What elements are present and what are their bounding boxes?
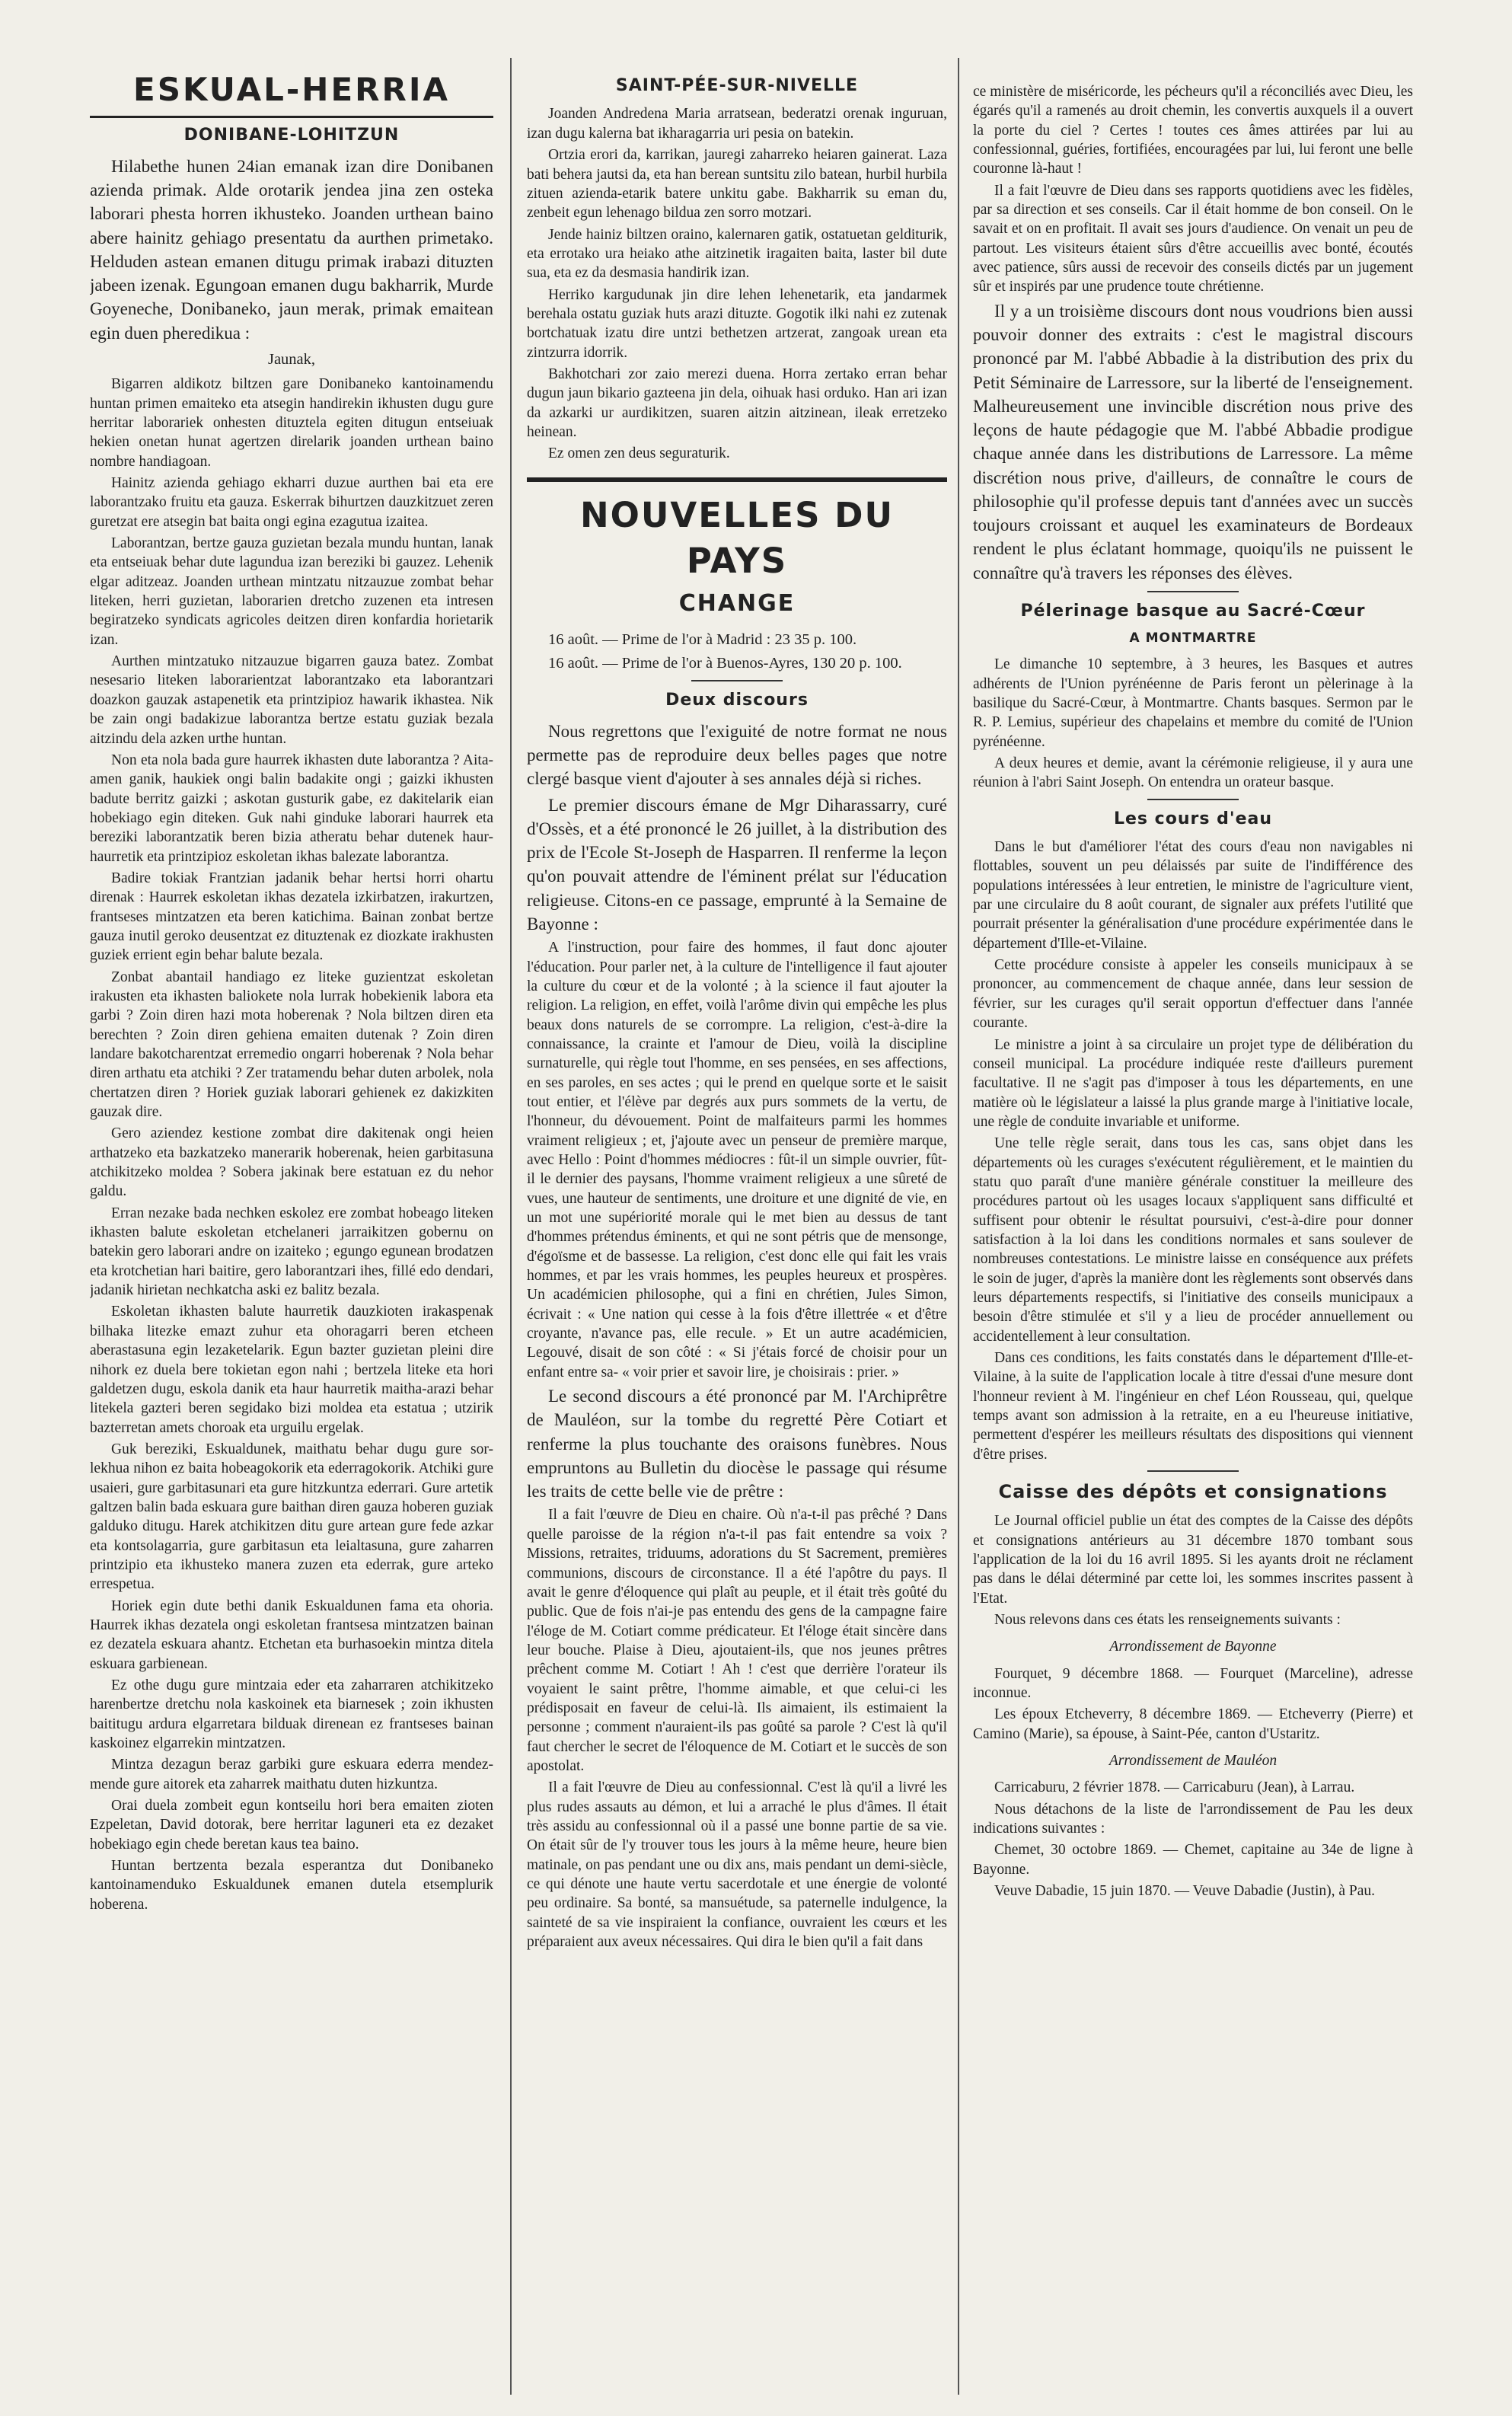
paragraph: Ez othe dugu gure mintzaia eder eta zaharraren atchikitzeko harenbertze dretchu nola kaskoinek eta biarnesek ; zoin ikhusten baititugu ardura elgarretara bilduak direnean ez frantseses bainan kaskoinez elgarrekin mintzatzen. [90,1677,493,1752]
arrondissement-heading: Arrondissement de Bayonne [1109,1639,1277,1655]
entry: Fourquet, 9 décembre 1868. — Fourquet (Marceline), adresse inconnue. [973,1665,1413,1701]
paragraph: Une telle règle serait, dans tous les cas, sans objet dans les départements où les curages s'exécutent régulièrement, et le maintien du statu quo paraît d'une manière générale constituer la meilleure des procédures partout où les usages locaux s'appliquent sans difficulté et suffisent pour obtenir le résultat poursuivi, c'est-à-dire pour donner satisfaction à la loi dans les conditions normales et sans soulever de nombreuses contestations. Le ministre laisse en conséquence aux préfets le soin de juger, d'après la manière dont les règlements sont observés dans leurs départements respectifs, si l'initiative des conseils municipaux a besoin d'être stimulée et s'il y a lieu de procéder annuellement ou accidentellement à leur consultation. [973,1135,1413,1345]
short-divider [1147,799,1239,800]
short-divider [1147,1470,1239,1472]
section-heading: DONIBANE-LOHITZUN [183,126,400,145]
column-articles [973,82,1413,2386]
cours-body [973,838,1413,1464]
section-heading: SAINT-PÉE-SUR-NIVELLE [615,76,859,95]
section-divider [527,477,947,482]
article-subtitle: A MONTMARTRE [1129,630,1257,646]
paragraph: Erran nezake bada nechken eskolez ere zombat hobeago liteken ikhasten balute eskoletan etchelaneri jarraikitzen gobernu on batekin gero laborari andre on izaiteko ; egungo egunean brodatzen eta krotchetian hari baitire, gero laborantzari ihes, fillé edo dendari, jadanik hirietan nechkatcha aski ez balitz bezala. [90,1205,493,1299]
paragraph: Gero aziendez kestione zombat dire dakitenak ongi heien arthatzeko eta bazkatzeko manerarik hoberenak, heien garbitasuna atchikitzeko moldea ? Sobera jakinak bere estatuan ez du nehor galdu. [90,1125,493,1200]
saint-pee-body [527,104,947,463]
article-title: Pélerinage basque au Sacré-Cœur [1020,601,1366,621]
paragraph: Badire tokiak Frantzian jadanik behar hertsi horri ohartu direnak : Haurrek eskoletan ikhas dezatela izkirbatzen, irakurtzen, frantseses mintzatzen eta beren katichima. Bainan zonbat bertze gauza inutil geroko deusentzat ez dituztenak ez diozkate irakhusten guziek errient egin behar balute bezala. [90,870,493,964]
entry: Chemet, 30 octobre 1869. — Chemet, capitaine au 34e de ligne à Bayonne. [973,1842,1413,1878]
article-title: Caisse des dépôts et consignations [998,1481,1388,1503]
paragraph: ce ministère de miséricorde, les pécheurs qu'il a réconciliés avec Dieu, les égarés qu'il a ramenés au droit chemin, les convertis auxquels il a ouvert la porte du ciel ? Certes ! toutes ces âmes attirées par lui au confessionnal, guéries, fortifiées, encouragées par lui, lui feront une belle couronne là-haut ! [973,84,1413,177]
short-divider [1147,591,1239,592]
paragraph: Joanden Andredena Maria arratsean, bederatzi orenak inguruan, izan dugu kalerna bat ikharagarria uri pesia on batekin. [527,106,947,142]
paragraph: Nous regrettons que l'exiguité de notre format ne nous permette pas de reproduire deux belles pages que notre clergé basque vient d'ajouter à ses annales déjà si riches. [527,721,947,789]
paragraph: Huntan bertzenta bezala esperantza dut Donibaneko kantoinamenduko Eskualdunek emanen dutela etsemplurik hoberena. [90,1858,493,1913]
paragraph: Orai duela zombeit egun kontseilu hori bera emaiten zioten Ezpeletan, David dotorak, bere herritar laguneri eta ez dezaket hobekiago egin chede beretan kaus tea baino. [90,1798,493,1853]
continued-quote [973,82,1413,297]
paragraph: Dans ces conditions, les faits constatés dans le département d'Ille-et-Vilaine, à la suite de l'application locale à titre d'essai d'une mesure dont l'honneur revient à M. l'ingénieur en chef Léon Rousseau, qui, quelque temps avant son admission à la retraite, en a eu l'heureuse initiative, permettent d'espérer les meilleurs résultats des dispositions qui viennent d'être prises. [973,1350,1413,1463]
column-eskual-herria [90,69,493,2386]
entry: Nous détachons de la liste de l'arrondissement de Pau les deux indications suivantes : [973,1801,1413,1837]
masthead-title: ESKUAL-HERRIA [133,71,450,108]
paragraph: Zonbat abantail handiago ez liteke guzientzat eskoletan irakusten eta ikhasten baliokete nola lurrak hobekienik labora eta garbi ? Zoin diren hazi mota hoberenak ? Nola biltzen diren eta berechten ? Zoin diren gehiena emaiten dutenak ? Zoin diren landare bakotcharentzat erremedio ongarri hoberenak ? Nola behar diren arthatu eta atchiki ? Zer tratamendu behar duten arbolek, nola chertatzen diren ? Horiek guziak laborari gehienek ez dakizkiten gauzak dire. [90,969,493,1121]
column-nouvelles [527,69,947,2386]
quoted-passage: Il a fait l'œuvre de Dieu en chaire. Où n'a-t-il pas prêché ? Dans quelle paroisse de la région n'a-t-il pas fait entendre sa voix ? Missions, retraites, triduums, adorations du St Sacrement, premières communions, discours de circonstance. Il a été l'apôtre du pays. Il avait le genre d'éloquence qui plaît au peuple, et il était très goûté du public. Que de fois n'ai-je pas entendu des gens de la campagne faire l'éloge de M. Cotiart comme prédicateur. Et l'éloge était sincère dans leur bouche. Plaise à Dieu, ajoutaient-ils, que nos jeunes prêtres prêchent comme M. Cotiart ! Ah ! c'est que derrière l'orateur ils voyaient le saint prêtre, l'homme aimable, et que celui-ci les prédisposait en faveur de celui-là. Ils aimaient, ils estimaient la personne ; comment n'auraient-ils pas goûté sa parole ? C'est là qu'il faut chercher le secret de l'éloquence de M. Cotiart et le succès de son apostolat. [527,1507,947,1774]
paragraph: Non eta nola bada gure haurrek ikhasten dute laborantza ? Aita-amen ganik, haukiek ongi balin badakite ongi ; gaizki ikhusten badute berritz gaizki ; askotan gusturik gabe, ez dakitelarik eian hobekiago egin diteken. Guk nahi ginduke laborari haurrek eta bereziki laborantzatik beren bizia atheratu behar dutenek haur-haurretik eta printzipioz eskoletan ikhas balezate laborantza. [90,752,493,865]
paragraph: Laborantzan, bertze gauza guzietan bezala mundu huntan, lanak eta entseiuak behar dute lagundua izan bereziki bi gauzez. Lehenik elgar aditzeaz. Joanden urthean mintzatu nitzauzue zombat behar liteken, herri guzietan, laborarien dretcho zuzenen eta intresen begiratzeko syndicats agricoles deitzen diren konfardia horietarik izan. [90,535,493,648]
masthead-rule [90,116,493,118]
paragraph: Le premier discours émane de Mgr Diharassarry, curé d'Ossès, et a été prononcé le 26 juillet, à la distribution des prix de l'Ecole St-Joseph de Hasparren. Il renferme la leçon qu'on pouvait attendre de l'éminent prélat sur l'éducation religieuse. Citons-en ce passage, emprunté à la Semaine de Bayonne : [527,795,947,934]
paragraph: Herriko kargudunak jin dire lehen lehenetarik, eta jandarmek berehala ostatu guziak huts arazi dituzte. Gogotik ilki nahi ez zutenak bortchatuak izatu dire untzi bethetzen artzerat, zangoak urean eta zintzurra idorrik. [527,286,947,361]
quoted-passage: A l'instruction, pour faire des hommes, il faut donc ajouter l'éducation. Pour parler net, à la culture de l'intelligence il faut ajouter la culture du cœur et de la volonté ; à la science il faut ajouter la religion. La religion, en effet, voilà l'arôme divin qui empêche les plus beaux dons naturels de se corrompre. La religion, c'est-à-dire la connaissance, la crainte et l'amour de Dieu, voilà la discipline surnaturelle, qui règle tout l'homme, en ses pensées, en ses affections, en ses paroles, en ses actes ; qui le prend en quelque sorte et le saisit tout entier, et l'élève par degrés aux purs sommets de la vertu, de l'honneur, du dévouement. Point de malfaiteurs parmi les hommes vraiment religieux ; et, j'ajoute avec un penseur de première marque, avec Hello : Point d'hommes médiocres : fût-il un simple ouvrier, fût-il le dernier des paysans, l'homme vraiment religieux a une sûreté de vues, une hauteur de sentiments, une droiture et une dignité de vie, en un mot une supériorité morale qui le met bien au dessus de tant d'hommes prétendus éminents, et qui ne sont pétris que de mensonge, d'égoïsme et de bassesse. La religion, c'est donc elle qui fait les vrais hommes, et par les vrais hommes, les peuples heureux et prospères. Un académicien philosophe, qui a fini en chrétien, Jules Simon, écrivait : « Une nation qui cesse à la fois d'être illettrée « et d'être croyante, n'avance pas, elle recule. » Et un autre académicien, Legouvé, disait de son côté : « Si j'étais forcé de choisir pour un enfant entre sa- « voir prier et savoir lire, je choisirais : prier. » [527,940,947,1380]
paragraph: Eskoletan ikhasten balute haurretik dauzkioten irakaspenak bilhaka litezke emazt zuhur eta ohoragarri beren etcheen aberastasuna egin lezaketelarik. Egun bazter guzietan pleini dire nihork ez duela bere tokietan egon nahi ; bertzela liteke eta hori galdetzen dugu, eskola danik eta haur haurretik maitha-arazi behar litekela gazteri beren segidako bizi moldea eta estatua ; utzirik bazterretan amets choroak eta urguilu ergelak. [90,1304,493,1436]
paragraph: Ez omen zen deus seguraturik. [548,445,730,462]
paragraph: Le dimanche 10 septembre, à 3 heures, les Basques et autres adhérents de l'Union pyrénéenne de Paris feront un pèlerinage à la basilique du Sacré-Cœur, à Montmartre. Chants basques. Sermon par le R. P. Lemius, supérieur des chapelains et membre du comité de l'Union pyrénéenne. [973,656,1413,750]
paragraph: Il a fait l'œuvre de Dieu dans ses rapports quotidiens avec les fidèles, par sa direction et ses conseils. Car il était homme de bon conseil. On le savait et on en profitait. Il avait ses jours d'audience. On venait un peu de partout. Les visiteurs étaient sûrs d'être accueillis avec bonté, écoutés avec patience, sûrs aussi de recevoir des conseils dictés par un jugement sûr et inspirés par une prudence toute chrétienne. [973,182,1413,295]
column-rule [958,58,959,2395]
paragraph: Nous relevons dans ces états les renseignements suivants : [994,1611,1341,1628]
paragraph: Il y a un troisième discours dont nous voudrions bien aussi pouvoir donner des extraits : c'est le magistral discours prononcé par M. l'abbé Abbadie à la distribution des prix du Petit Séminaire de Larressore, sur la liberté de l'enseignement. Malheureusement une invincible discrétion nous prive des leçons de haute pédagogie que M. l'abbé Abbadie prodigue chaque année dans les distributions de Larressore. La même discrétion nous prive, d'ailleurs, de connaître le cours de philosophie qu'il professe depuis tant d'années avec un succès toujours croissant et auquel les examinateurs de Bordeaux rendent le plus éclatant hommage, quoiqu'ils ne puissent le connaître qu'à travers les réponses des élèves. [973,301,1413,582]
paragraph: Aurthen mintzatuko nitzauzue bigarren gauza batez. Zombat nesesario liteken laborarientzat laborantzako eta laborantzari doazkon gauzak astapenetik eta printzipioz hawarik ikhastea. Nik be zain ongi badakizue laborantza bertze estatu guziak bezala aitzindu dela azken urthe huntan. [90,653,493,747]
article-title: Les cours d'eau [1113,809,1273,828]
paragraph: Mintza dezagun beraz garbiki gure eskuara ederra mendez-mende gure aitorek eta zaharrek maithatu duten hizkuntza. [90,1757,493,1792]
column-rule [510,58,512,2395]
paragraph: Guk bereziki, Eskualdunek, maithatu behar dugu gure sor-lekhua nihon ez baita hobeagokorik eta ederragokorik. Atchiki gure usaieri, gure garbitasunari eta gure hitzkuntza ederrari. Gure artetik galtzen balin bada eskuara gure baithan diren gauza hoberen guziak galduko ditugu. Harek atchikitzen ditu gure artean gure fede azkar eta kontsolagarria, gure garbitasun eta leialtasuna, gure zaharren printzipio eta ikhusteko manera zuzen eta ederrak, gure arteko errespetua. [90,1441,493,1593]
paragraph: Hainitz azienda gehiago ekharri duzue aurthen bai eta ere laborantzako fruitu eta gauza. Eskerrak bihurtzen dauzkitzuet zeren guretzat ere atsegin bat baita ongi egina ezagutua izaitea. [90,475,493,530]
paragraph: Le Journal officiel publie un état des comptes de la Caisse des dépôts et consignations antérieurs au 31 décembre 1870 tombant sous l'application de la loi du 16 avril 1895. Si les ayants droit ne réclament pas dans le délai déterminé par cette loi, les sommes inscrites passent à l'Etat. [973,1513,1413,1607]
speech-body [90,375,493,1914]
change-heading: CHANGE [678,590,796,618]
arrondissement-heading: Arrondissement de Mauléon [1108,1753,1278,1770]
short-divider [691,680,783,681]
entry: Carricaburu, 2 février 1878. — Carricaburu (Jean), à Larrau. [994,1779,1355,1796]
paragraph: Le ministre a joint à sa circulaire un projet type de délibération du conseil municipal. La procédure indiquée reste d'ailleurs purement facultative. Il ne s'agit pas d'imposer à tous les départements, en une matière où le législateur a laissé la plus grande marge à l'initiative locale, une règle de conduite invariable et uniforme. [973,1036,1413,1130]
quoted-passage: Il a fait l'œuvre de Dieu au confessionnal. C'est là qu'il a livré les plus rudes assauts au démon, et lui a arraché le plus d'âmes. Il était très assidu au confessionnal où il a passé une bonne partie de sa vie. On était sûr de l'y trouver tous les jours à la même heure, heure bien matinale, on pas pendant une ou dix ans, mais pendant un demi-siècle, ce qui dénote une haute vertu sacerdotale et une énergie de volonté peu ordinaire. Sa bonté, sa mansuétude, sa paternelle indulgence, la sainteté de sa vie inspiraient la confiance, ouvraient les cœurs et les préparaient aux aveux nécessaires. Qui dira le bien qu'il a fait dans [527,1779,947,1951]
paragraph: Le second discours a été prononcé par M. l'Archiprêtre de Mauléon, sur la tombe du regretté Père Cotiart et renferme la plus touchante des oraisons funèbres. Nous empruntons au Bulletin du diocèse le passage qui résume les traits de cette belle vie de prêtre : [527,1387,947,1502]
pelerinage-body [973,655,1413,792]
change-line: 16 août. — Prime de l'or à Buenos-Ayres, 130 20 p. 100. [548,654,902,672]
paragraph: Dans le but d'améliorer l'état des cours d'eau non navigables ni flottables, souvent un peu délaissés par suite de l'indifférence des populations intéressées à leur entretien, le ministre de l'agriculture vient, par une circulaire du 8 août courant, de signaler aux préfets l'utilité que pourrait présenter la généralisation d'une procédure expérimentée dans le département d'Ille-et-Vilaine. [973,839,1413,952]
paragraph: A deux heures et demie, avant la cérémonie religieuse, il y aura une réunion à l'abri Saint Joseph. On entendra un orateur basque. [973,755,1413,791]
paragraph: Horiek egin dute bethi danik Eskualdunen fama eta ohoria. Haurrek ikhas dezatela ongi eskoletan frantsesa mintzatzen bainan ez dezatela eskuara ahantz. Etchetan eta burhasoekin mintza ditela eskuara garbienean. [90,1597,493,1672]
intro-paragraph: Hilabethe hunen 24ian emanak izan dire Donibanen azienda primak. Alde orotarik jendea jina zen osteka laborari phesta horren ikhusteko. Joanden urthean baino abere hainitz gehiago presentatu da aurthen primetako. Helduden astean emanen ditugu primak irabazi dituzten jabeen izenak. Egungoan emanen dugu bakharrik, Murde Goyeneche, Donibaneko, jaun merak, primak emaitean egin duen pheredikua : [90,156,493,343]
change-line: 16 août. — Prime de l'or à Madrid : 23 35 p. 100. [548,631,857,649]
article-title: Deux discours [665,691,809,710]
paragraph: Bigarren aldikotz biltzen gare Donibaneko kantoinamendu huntan primen emaiteko eta atsegin handirekin ikhusten dugu gure herritar laborariek onhesten dituztela egiten ditugun entseiuak hekien onetan hunat agertzen direlarik joanden urthean baino nombre handiagoan. [90,376,493,470]
paragraph: Ortzia erori da, karrikan, jauregi zaharreko heiaren gainerat. Laza bati behera jautsi da, eta han berean suntsitu zilo batean, hurbil hurbila zituen azienda-etarik batere unkitu gabe. Bakharrik su eman du, zenbeit egun lehenago bildua zen sorro motzari. [527,147,947,222]
entry: Veuve Dabadie, 15 juin 1870. — Veuve Dabadie (Justin), à Pau. [994,1883,1376,1900]
entry: Les époux Etcheverry, 8 décembre 1869. — Etcheverry (Pierre) et Camino (Marie), sa épouse, à Saint-Pée, canton d'Ustaritz. [973,1706,1413,1742]
nouvelles-heading: NOUVELLES DU PAYS [579,494,895,581]
caisse-body [973,1511,1413,1901]
paragraph: Cette procédure consiste à appeler les conseils municipaux à se prononcer, au commencement de chaque année, dans leur session de février, sur les curages qu'il serait opportun d'effectuer dans l'année courante. [973,957,1413,1032]
paragraph: Bakhotchari zor zaio merezi duena. Horra zertako erran behar dugun jaun bikario gazteena jin dela, oihuak hasi orduko. Han ari izan da azkarki ur aurdikitzen, suaren aitzin aitzinean, ileak erretzeko heinean. [527,365,947,440]
salutation: Jaunak, [267,350,316,368]
paragraph: Jende hainiz biltzen oraino, kalernaren gatik, ostatuetan gelditurik, eta errotako ura heiako athe aitzinetik iragaiten baita, laster bil dute sua, eta ez da desmasia handirik izan. [527,226,947,282]
